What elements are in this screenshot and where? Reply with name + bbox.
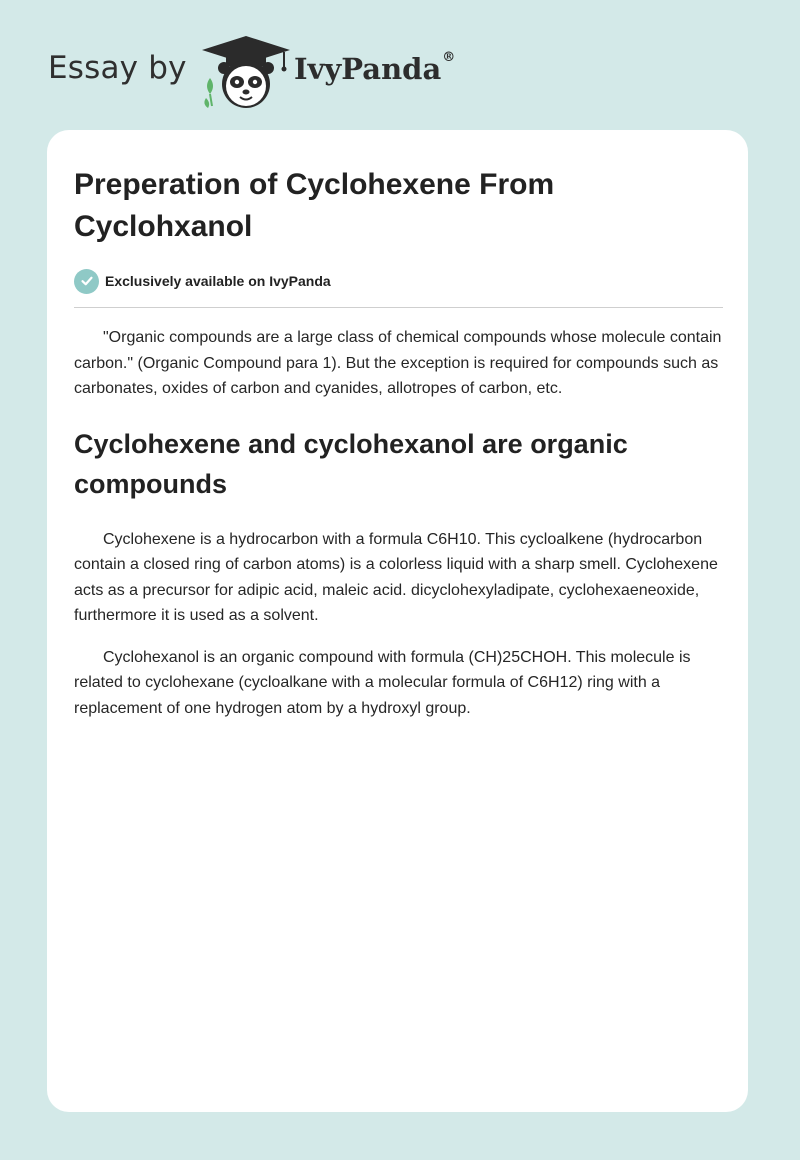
exclusive-badge [74,268,723,294]
registered-mark: ® [442,50,456,65]
brand-name[interactable]: IvyPanda® [294,50,456,86]
exclusive-label: Exclusively available on IvyPanda [105,273,331,289]
intro-paragraph: "Organic compounds are a large class of chemical compounds whose molecule contain carbon." (Organic Compound para 1). But the exception is required for compounds such as carbonates, oxides of carbon and cyanides, allotropes of carbon, etc. [74,329,722,397]
body-paragraph: Cyclohexene is a hydrocarbon with a formula C6H10. This cycloalkene (hydrocarbon contain a closed ring of carbon atoms) is a colorless liquid with a sharp smell. Cyclohexene acts as a precursor for adipic acid, maleic acid. dicyclohexyladipate, cyclohexaeneoxide, furthermore it is used as a solvent. [74,530,718,624]
site-header [0,0,800,130]
essay-card [47,130,748,1112]
essay-by-label: Essay by [48,50,187,86]
section-heading: Cyclohexene and cyclohexanol are organic compounds [74,428,628,499]
page-title: Preperation of Cyclohexene From Cyclohxanol [74,168,555,243]
essay-content [74,164,723,721]
panda-logo-icon[interactable] [200,34,292,112]
checkmark-icon [74,269,99,294]
body-paragraph: Cyclohexanol is an organic compound with formula (CH)25CHOH. This molecule is related to cyclohexane (cycloalkane with a molecular formula of C6H12) ring with a replacement of one hydrogen atom by a hydroxyl group. [74,648,691,717]
divider [74,307,723,308]
